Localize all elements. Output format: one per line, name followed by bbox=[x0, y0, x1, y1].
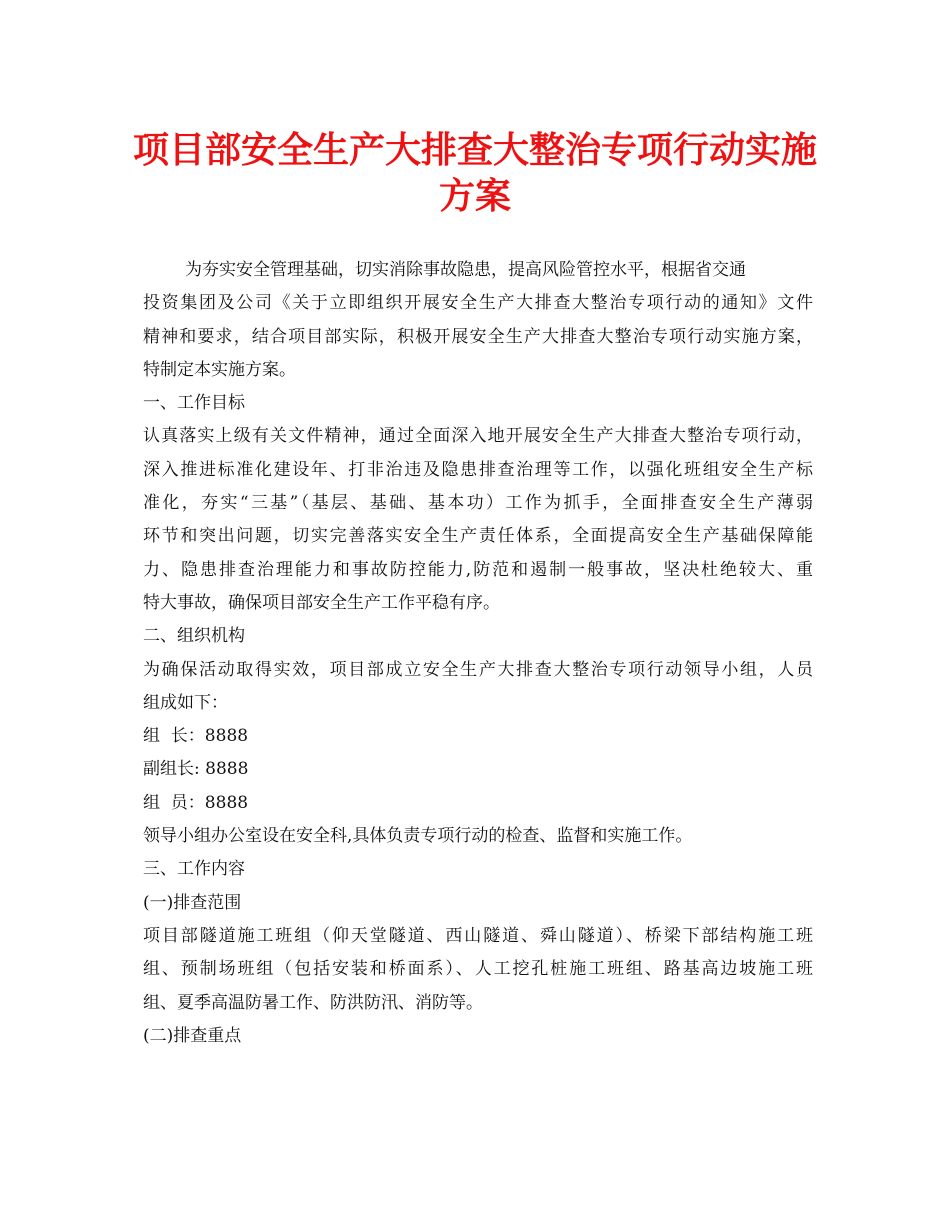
document-title-line-2: 方案 bbox=[438, 176, 511, 217]
section-heading-goals: 一、工作目标 bbox=[143, 393, 245, 414]
member-leader: 组 长：8888 bbox=[143, 726, 249, 747]
paragraph-intro-line: 投资集团及公司《关于立即组织开展安全生产大排查大整治专项行动的通知》文件 bbox=[143, 293, 813, 314]
subsection-heading-focus: (二)排查重点 bbox=[143, 1025, 242, 1046]
paragraph-organization-line: 为确保活动取得实效，项目部成立安全生产大排查大整治专项行动领导小组，人员 bbox=[143, 659, 813, 680]
paragraph-office-line: 领导小组办公室设在安全科,具体负责专项行动的检查、监督和实施工作。 bbox=[143, 826, 693, 847]
paragraph-scope-line: 项目部隧道施工班组（仰天堂隧道、西山隧道、舜山隧道）、桥梁下部结构施工班 bbox=[143, 925, 813, 946]
section-heading-content: 三、工作内容 bbox=[143, 859, 245, 880]
member-members: 组 员：8888 bbox=[143, 792, 249, 813]
paragraph-goals-line: 力、隐患排查治理能力和事故防控能力,防范和遏制一般事故，坚决杜绝较大、重 bbox=[143, 559, 813, 580]
paragraph-organization-line: 组成如下： bbox=[143, 692, 228, 713]
paragraph-scope-line: 组、预制场班组（包括安装和桥面系）、人工挖孔桩施工班组、路基高边坡施工班 bbox=[143, 959, 813, 980]
member-deputy-leader: 副组长: 8888 bbox=[143, 759, 249, 780]
paragraph-goals-line: 环节和突出问题，切实完善落实安全生产责任体系，全面提高安全生产基础保障能 bbox=[143, 526, 813, 547]
paragraph-intro-line: 为夯实安全管理基础，切实消除事故隐患，提高风险管控水平，根据省交通 bbox=[185, 260, 746, 280]
paragraph-scope-line: 组、夏季高温防暑工作、防洪防汛、消防等。 bbox=[143, 992, 483, 1013]
section-heading-organization: 二、组织机构 bbox=[143, 626, 245, 647]
document-title-line-1: 项目部安全生产大排查大整治专项行动实施 bbox=[132, 130, 817, 171]
paragraph-goals-line: 深入推进标准化建设年、打非治违及隐患排查治理等工作，以强化班组安全生产标 bbox=[143, 459, 813, 480]
subsection-heading-scope: (一)排查范围 bbox=[143, 892, 242, 913]
paragraph-intro-line: 精神和要求，结合项目部实际，积极开展安全生产大排查大整治专项行动实施方案， bbox=[143, 326, 813, 347]
paragraph-goals-line: 准化，夯实“三基”（基层、基础、基本功）工作为抓手，全面排查安全生产薄弱 bbox=[143, 493, 813, 514]
paragraph-goals-line: 认真落实上级有关文件精神，通过全面深入地开展安全生产大排查大整治专项行动， bbox=[143, 426, 813, 447]
paragraph-goals-line: 特大事故，确保项目部安全生产工作平稳有序。 bbox=[143, 592, 500, 613]
paragraph-intro-line: 特制定本实施方案。 bbox=[143, 359, 296, 380]
document-body bbox=[143, 254, 813, 1053]
